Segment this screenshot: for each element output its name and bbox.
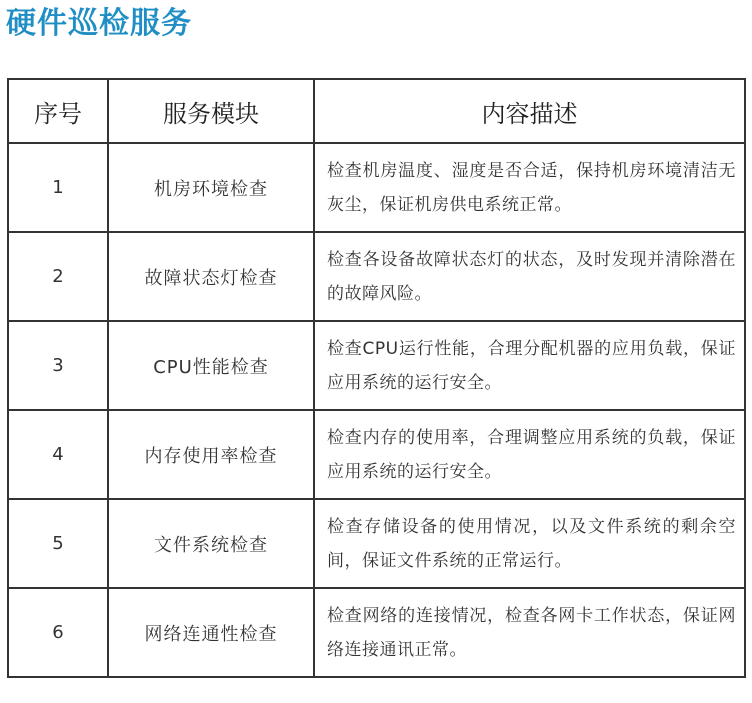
table-row bbox=[8, 588, 745, 677]
content-description: 检查各设备故障状态灯的状态，及时发现并清除潜在的故障风险。 bbox=[314, 232, 745, 321]
row-number: 5 bbox=[8, 499, 108, 588]
table-row bbox=[8, 410, 745, 499]
service-module: 网络连通性检查 bbox=[108, 588, 314, 677]
service-module: CPU性能检查 bbox=[108, 321, 314, 410]
table-row bbox=[8, 232, 745, 321]
content-description: 检查网络的连接情况，检查各网卡工作状态，保证网络连接通讯正常。 bbox=[314, 588, 745, 677]
row-number: 6 bbox=[8, 588, 108, 677]
row-number: 3 bbox=[8, 321, 108, 410]
table-row bbox=[8, 143, 745, 232]
service-module: 机房环境检查 bbox=[108, 143, 314, 232]
service-module: 故障状态灯检查 bbox=[108, 232, 314, 321]
page-title: 硬件巡检服务 bbox=[6, 6, 192, 41]
header-no: 序号 bbox=[8, 79, 108, 143]
table-row bbox=[8, 499, 745, 588]
service-module: 内存使用率检查 bbox=[108, 410, 314, 499]
row-number: 1 bbox=[8, 143, 108, 232]
table-header-row bbox=[8, 79, 745, 143]
content-description: 检查存储设备的使用情况，以及文件系统的剩余空间，保证文件系统的正常运行。 bbox=[314, 499, 745, 588]
content-description: 检查机房温度、湿度是否合适，保持机房环境清洁无灰尘，保证机房供电系统正常。 bbox=[314, 143, 745, 232]
row-number: 2 bbox=[8, 232, 108, 321]
content-description: 检查CPU运行性能，合理分配机器的应用负载，保证应用系统的运行安全。 bbox=[314, 321, 745, 410]
service-module: 文件系统检查 bbox=[108, 499, 314, 588]
table-row bbox=[8, 321, 745, 410]
content-description: 检查内存的使用率，合理调整应用系统的负载，保证应用系统的运行安全。 bbox=[314, 410, 745, 499]
header-content: 内容描述 bbox=[314, 79, 745, 143]
inspection-table bbox=[7, 78, 746, 678]
header-module: 服务模块 bbox=[108, 79, 314, 143]
row-number: 4 bbox=[8, 410, 108, 499]
